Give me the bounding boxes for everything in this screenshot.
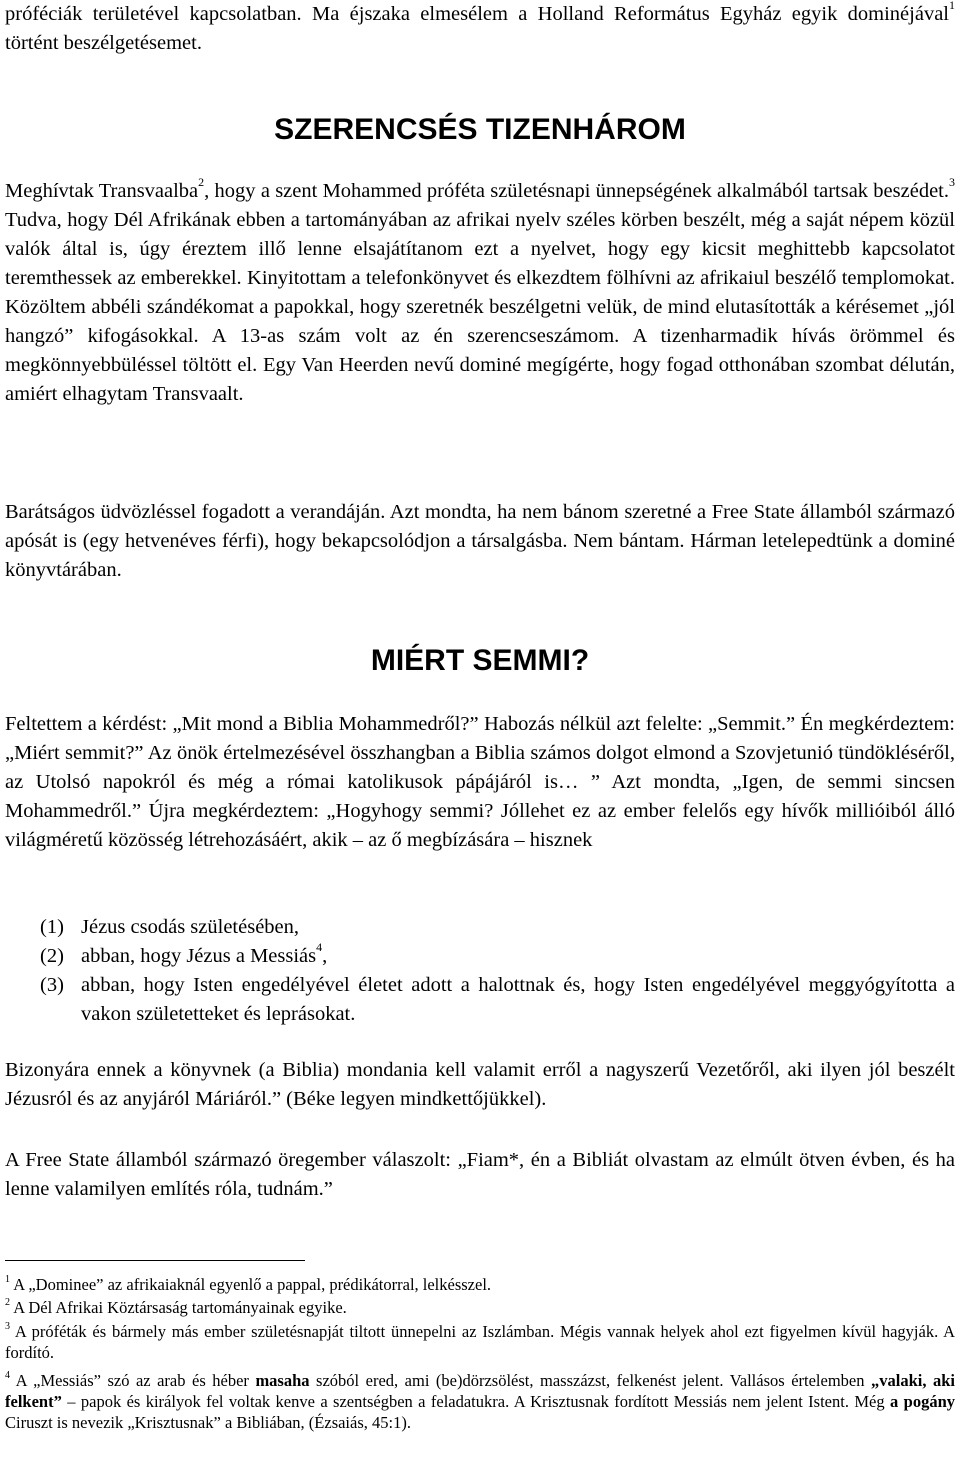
- footnote-1: [5, 1274, 955, 1295]
- footnote-text: – papok és királyok fel voltak kenve a szentségben a feladatukra. A Krisztusnak fordított Messiás nem jelent Istent. Még: [61, 1392, 890, 1411]
- section2-paragraph-2: Bizonyára ennek a könyvnek (a Biblia) mondania kell valamit erről a nagyszerű Vezetőről, aki ilyen jól beszélt Jézusról és az anyjáról Máriáról.” (Béke legyen mindkettőjükkel).: [5, 1059, 955, 1110]
- footnote-number: 4: [5, 1369, 10, 1381]
- footnote-number: 2: [5, 1296, 10, 1308]
- footnote-number: 1: [5, 1273, 10, 1285]
- footnote-bold-term: masaha: [255, 1371, 310, 1390]
- list-item-number: (1): [40, 916, 64, 938]
- list-item: [40, 913, 955, 942]
- footnote-bold-term: a pogány: [890, 1392, 955, 1411]
- paragraph-text: , hogy a szent Mohammed próféta születésnapi ünnepségének alkalmából tartsak beszédet.: [204, 180, 949, 202]
- list-item-tail: ,: [322, 945, 328, 967]
- footnote-ref-1[interactable]: 1: [949, 0, 955, 13]
- section1-paragraph-1: [5, 177, 955, 409]
- footnote-bold-term: „valaki, aki felkent”: [5, 1371, 955, 1411]
- footnote-4: [5, 1370, 955, 1433]
- footnote-text: A „Dominee” az afrikaiaknál egyenlő a pappal, prédikátorral, lelkésszel.: [10, 1275, 492, 1294]
- footnote-ref-2[interactable]: 2: [198, 175, 205, 190]
- intro-paragraph: [5, 0, 955, 58]
- footnote-3: [5, 1321, 955, 1363]
- footnote-text: A próféták és bármely más ember születésnapját tiltott ünnepelni az Iszlámban. Mégis vannak helyek ahol ezt figyelmen kívül hagyják. A fordító.: [5, 1322, 955, 1362]
- list-item: [40, 971, 955, 1029]
- footnote-separator: [5, 1260, 305, 1261]
- footnote-text: szóból ered, ami (be)dörzsölést, masszázst, felkenést jelent. Vallásos értelemben: [309, 1371, 871, 1390]
- list-item: [40, 942, 955, 971]
- footnote-text: A Dél Afrikai Köztársaság tartományainak egyike.: [10, 1298, 347, 1317]
- section-title-lucky-thirteen: SZERENCSÉS TIZENHÁROM: [274, 113, 686, 146]
- paragraph-text: Meghívtak Transvaalba: [5, 180, 199, 202]
- footnote-text: A „Messiás” szó az arab és héber: [10, 1371, 256, 1390]
- section2-paragraph-3: A Free State államból származó öregember válaszolt: „Fiam*, én a Bibliát olvastam az elmúlt ötven évben, és ha lenne valamilyen említés róla, tudnám.”: [5, 1149, 955, 1200]
- section1-paragraph-2: Barátságos üdvözléssel fogadott a verandáján. Azt mondta, ha nem bánom szeretné a Free State államból származó apósát is (egy hetvenéves férfi), hogy bekapcsolódjon a társalgásba. Nem bántam. Hárman letelepedtünk a dominé könyvtárában.: [5, 501, 955, 581]
- paragraph-text: Tudva, hogy Dél Afrikának ebben a tartományában az afrikai nyelv széles körben beszélt, még a saját népem közül valók által is, úgy éreztem illő lenne elsajátítanom ezt a nyelvet, hogy egy kicsit meghittebb kapcsolatot teremthessek az emberekkel. Kinyitottam a telefonkönyvet és elkezdtem fölhívni az afrikaiul beszélő templomokat. Közöltem abbéli szándékomat a papokkal, hogy szeretnék beszélgetni velük, de mind elutasították a kérésemet „jól hangzó” kifogásokkal. A 13-as szám volt az én szerencseszámom. A tizenharmadik hívás örömmel és megkönnyebbüléssel töltött el. Egy Van Heerden nevű dominé megígérte, hogy fogad otthonában szombat délután, amiért elhagytam Transvaalt.: [5, 209, 955, 405]
- section-title-why-nothing: MIÉRT SEMMI?: [370, 644, 590, 677]
- section2-paragraph-1: Feltettem a kérdést: „Mit mond a Biblia Mohammedről?” Habozás nélkül azt felelte: „Semmit.” Én megkérdeztem: „Miért semmit?” Az önök értelmezésével összhangban a Biblia számos dolgot elmond a Szovjetunió tündökléséről, az Utolsó napokról és még a római katolikusok pápájáról is… ” Azt mondta, „Igen, de semmi sincsen Mohammedről.” Újra megkérdeztem: „Hogyhogy semmi? Jóllehet ez az ember felelős egy hívők millióiból álló világméretű közösség létrehozásáért, akik – az ő megbízására – hisznek: [5, 713, 955, 851]
- belief-list: [40, 913, 955, 1029]
- list-item-number: (2): [40, 945, 64, 967]
- footnote-ref-4[interactable]: 4: [316, 940, 323, 955]
- intro-tail: történt beszélgetésemet.: [5, 32, 202, 54]
- intro-text: próféciák területével kapcsolatban. Ma éjszaka elmesélem a Holland Református Egyház egyik dominéjával: [5, 3, 949, 25]
- footnote-number: 3: [5, 1320, 10, 1332]
- list-item-number: (3): [40, 974, 64, 996]
- list-item-text: abban, hogy Jézus a Messiás: [81, 945, 317, 967]
- footnote-ref-3[interactable]: 3: [949, 175, 955, 190]
- list-item-text: abban, hogy Isten engedélyével életet adott a halottnak és, hogy Isten engedélyével meggyógyította a vakon születetteket és leprásokat.: [81, 974, 955, 1025]
- footnote-text: Ciruszt is nevezik „Krisztusnak” a Bibliában, (Ézsaiás, 45:1).: [5, 1413, 411, 1432]
- footnote-2: [5, 1297, 955, 1318]
- list-item-text: Jézus csodás születésében,: [81, 916, 300, 938]
